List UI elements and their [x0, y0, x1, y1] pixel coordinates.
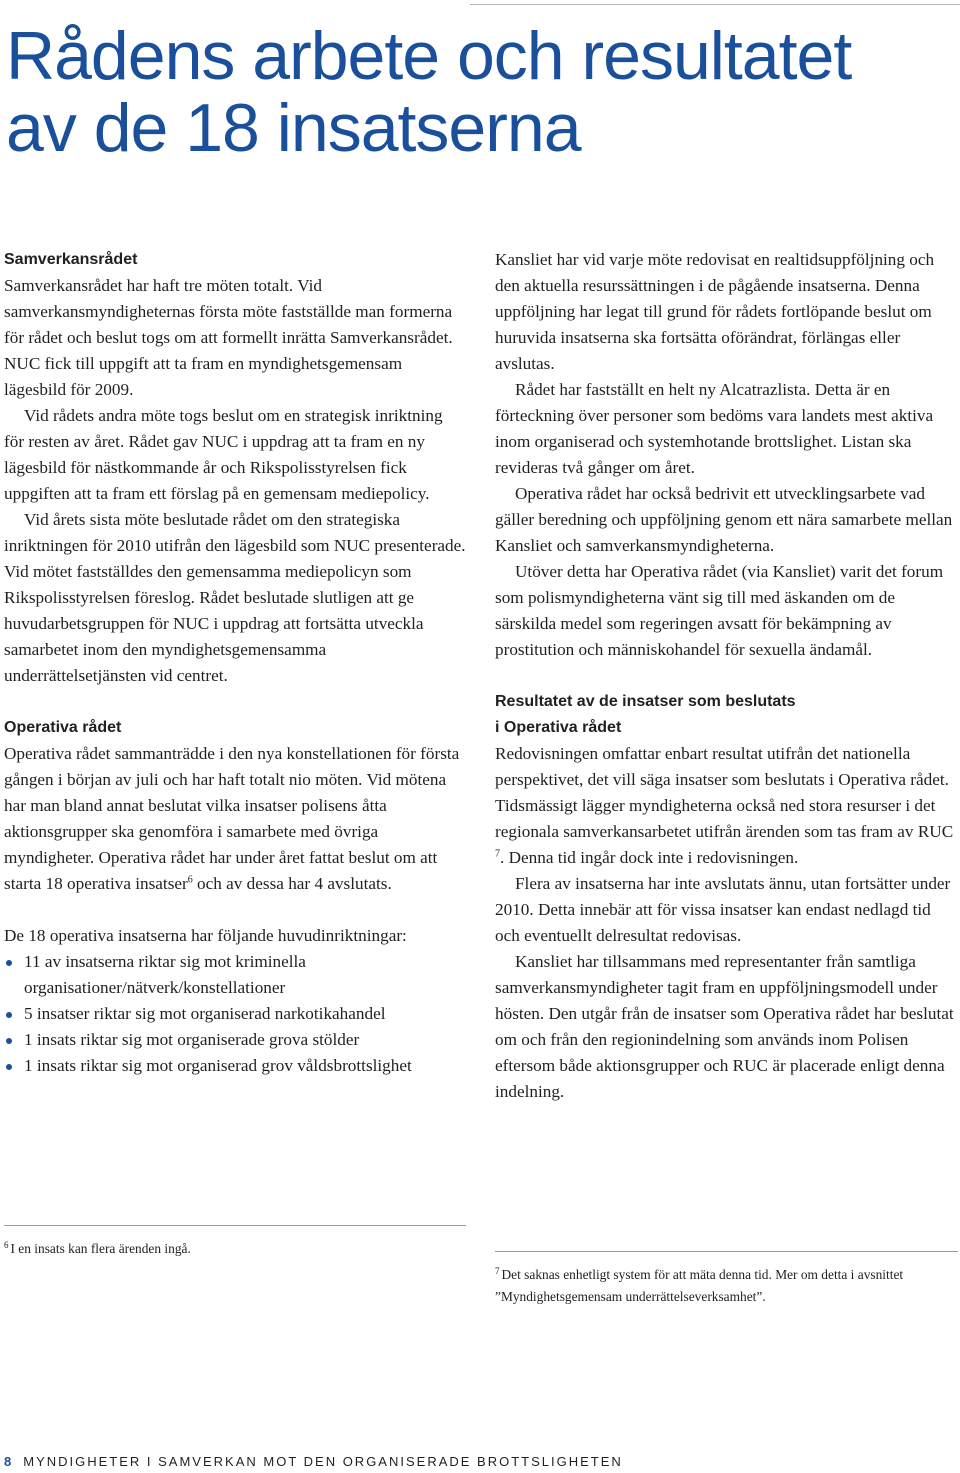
- paragraph: Vid rådets andra möte togs beslut om en strategisk inriktning för resten av året. Rådet gav NUC i uppdrag att ta fram en ny lägesbild för nästkommande år och Rikspolisstyrelsen fick uppgiften att ta fram ett förslag på en gemensam mediepolicy.: [4, 406, 443, 503]
- top-rule: [470, 4, 960, 5]
- footnote-7: $^7$ Det saknas enhetligt system för att mäta denna tid. Mer om detta i avsnittet ”Myndighetsgemensam underrättelseverksamhet”.: [495, 1265, 904, 1304]
- page-title: [6, 20, 851, 164]
- footnote-ref-6: 6: [187, 874, 193, 886]
- paragraph: Redovisningen omfattar enbart resultat utifrån det nationella perspektivet, det vill säga insatser som beslutats i Operativa rådet. Tidsmässigt lägger myndigheterna också ned stora resurser i det regionala samverkansarbetet utifrån ärenden som tas fram av RUC $^7$. Denna tid ingår dock inte i redovisningen.: [495, 744, 954, 867]
- page-footer: [4, 1454, 623, 1469]
- paragraph: Utöver detta har Operativa rådet (via Kansliet) varit det forum som polismyndigheterna vänt sig till med äskanden om de särskilda medel som regeringen avsatt för bekämpning av prostitution och människohandel för sexuella ändamål.: [495, 562, 944, 659]
- paragraph: Kansliet har vid varje möte redovisat en realtidsuppföljning och den aktuella resurssättningen i de pågående insatserna. Denna uppföljning har legat till grund för rådets fortlöpande beslut om huruvida insatserna ska fortsätta oförändrat, förlängas eller avslutas.: [495, 250, 935, 373]
- list-item: 11 av insatserna riktar sig mot kriminella organisationer/nätverk/konstellationer: [4, 949, 466, 1001]
- footer-text: MYNDIGHETER I SAMVERKAN MOT DEN ORGANISERADE BROTTSLIGHETEN: [23, 1454, 623, 1469]
- paragraph: Samverkansrådet har haft tre möten totalt. Vid samverkansmyndigheternas första möte fastställde man formerna för rådet och beslut togs om att formellt inrätta Samverkansrådet. NUC fick till uppgift att ta fram en myndighetsgemensam lägesbild för 2009.: [4, 276, 453, 399]
- left-column: [4, 247, 466, 1079]
- footnote-6: $^6$ I en insats kan flera ärenden ingå.: [4, 1239, 191, 1256]
- section-heading-operativa-radet: Operativa rådet: [4, 719, 122, 736]
- page-number: 8: [4, 1454, 14, 1469]
- section-heading-resultatet: Resultatet av de insatser som beslutats i Operativa rådet: [495, 693, 796, 736]
- paragraph: De 18 operativa insatserna har följande huvudinriktningar:: [4, 926, 407, 945]
- right-column: [495, 247, 957, 1105]
- footnote-rule-left: [4, 1225, 466, 1226]
- list-item: 1 insats riktar sig mot organiserad grov våldsbrottslighet: [4, 1053, 466, 1079]
- paragraph: Flera av insatserna har inte avslutats ännu, utan fortsätter under 2010. Detta innebär att för vissa insatser kan endast nedlagd tid och eventuellt delresultat redovisas.: [495, 874, 951, 945]
- paragraph: Operativa rådet har också bedrivit ett utvecklingsarbete vad gäller beredning och uppföljning genom ett nära samarbete mellan Kansliet och samverkansmyndigheterna.: [495, 484, 953, 555]
- list-item: 5 insatser riktar sig mot organiserad narkotikahandel: [4, 1001, 466, 1027]
- list-item: 1 insats riktar sig mot organiserade grova stölder: [4, 1027, 466, 1053]
- page-title-line-1: Rådens arbete och resultatet: [6, 18, 852, 94]
- paragraph: Kansliet har tillsammans med representanter från samtliga samverkansmyndigheter tagit fram en uppföljningsmodell under hösten. Den utgår från de insatser som Operativa rådet har beslutat om och från den regionindelning som används inom Polisen eftersom både aktionsgrupper och RUC är placerade enligt denna indelning.: [495, 952, 954, 1101]
- footnote-rule-right: [495, 1251, 958, 1252]
- paragraph: Rådet har fastställt en helt ny Alcatrazlista. Detta är en förteckning över personer som bedöms vara landets mest aktiva inom organiserad och systemhotande brottslighet. Listan ska revideras två gånger om året.: [495, 380, 934, 477]
- footnote-ref-7: 7: [495, 848, 500, 860]
- page-title-line-2: av de 18 insatserna: [6, 90, 581, 166]
- paragraph: Operativa rådet sammanträdde i den nya konstellationen för första gången i början av juli och har haft totalt nio möten. Vid mötena har man bland annat beslutat vilka insatser polisens åtta aktionsgrupper ska genomföra i samarbete med övriga myndigheter. Operativa rådet har under året fattat beslut om att starta 18 operativa insatser$^6$ och av dessa har 4 avslutats.: [4, 744, 460, 893]
- paragraph: Vid årets sista möte beslutade rådet om den strategiska inriktningen för 2010 utifrån den lägesbild som NUC presenterade. Vid mötet fastställdes den gemensamma mediepolicyn som Rikspolisstyrelsen föreslog. Rådet beslutade slutligen att ge huvudarbetsgruppen för NUC i uppdrag att fortsätta utveckla samarbetet inom den myndighetsgemensamma underrättelsetjänsten vid centret.: [4, 510, 466, 685]
- bullet-list: [4, 949, 466, 1079]
- section-heading-samverkansradet: Samverkansrådet: [4, 251, 138, 268]
